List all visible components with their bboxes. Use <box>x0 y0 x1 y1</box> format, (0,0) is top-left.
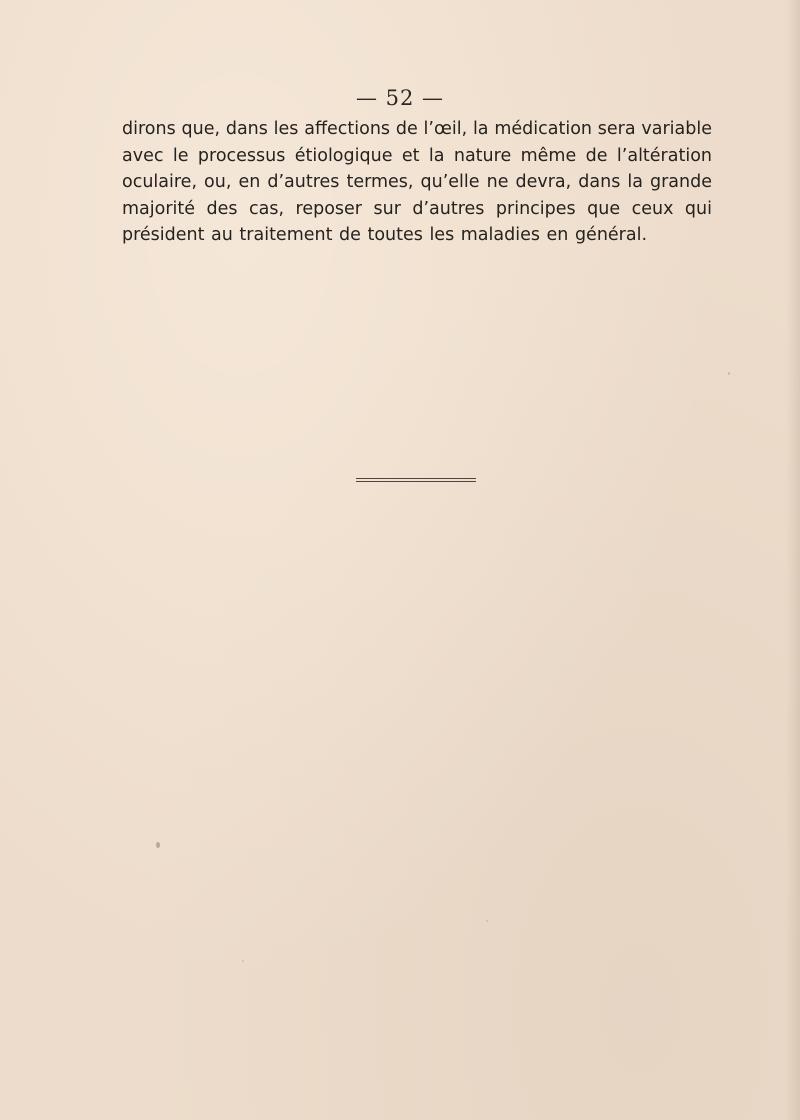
paper-speck <box>242 960 244 962</box>
text-line: majorité des cas, reposer sur d’autres principes que ceux qui <box>122 198 712 219</box>
ornament-rule-top <box>356 478 476 479</box>
ornament-rule-bottom <box>356 481 476 482</box>
end-ornament-rule <box>356 478 476 482</box>
page-edge-shadow <box>786 0 800 1120</box>
paper-speck <box>486 920 488 922</box>
text-line: dirons que, dans les affections de l’œil, la médication sera variable <box>122 119 712 139</box>
text-line: avec le processus étiologique et la nature même de l’altération <box>122 145 712 166</box>
page-number: — 52 — <box>355 86 445 110</box>
text-line: oculaire, ou, en d’autres termes, qu’elle ne devra, dans la grande <box>122 172 712 192</box>
text-line: président au traitement de toutes les maladies en général. <box>122 225 648 245</box>
paper-speck <box>156 842 160 848</box>
paper-speck <box>728 372 730 375</box>
body-paragraph <box>122 116 712 249</box>
